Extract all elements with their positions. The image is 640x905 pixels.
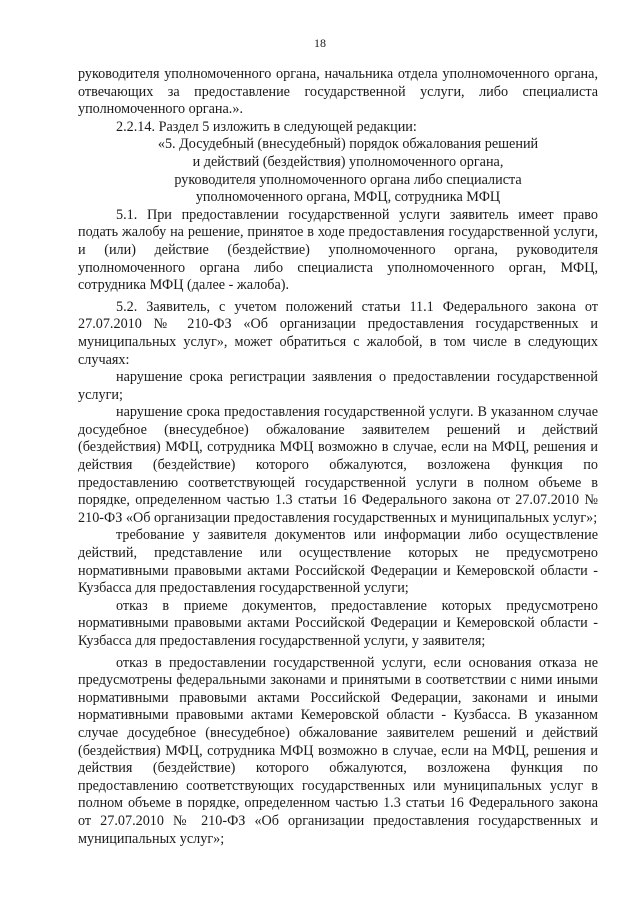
- section-heading: [78, 136, 598, 206]
- list-item-refusal-service: отказ в предоставлении государственной услуги, если основания отказа не предусмотрены федеральными законами и принятыми в соответствии с ними иными нормативными правовыми актами Российской Федерации, законами и иными нормативными правовыми актами Кемеровской области - Кузбасса. В указанном случае досудебное (внесудебное) обжалование заявителем решений и действий (бездействия) МФЦ, сотрудника МФЦ возможно в случае, если на МФЦ, решения и действия (бездействие) которого обжалуются, возложена функция по предоставлению соответствующих государственных или муниципальных услуг в полном объеме в порядке, определенном частью 1.3 статьи 16 Федерального закона от 27.07.2010 № 210-ФЗ «Об организации предоставления государственных и муниципальных услуг»;: [78, 654, 598, 847]
- paragraph-amendment-intro: 2.2.14. Раздел 5 изложить в следующей редакции:: [116, 118, 417, 135]
- section-heading-line: уполномоченного органа, МФЦ, сотрудника МФЦ: [195, 189, 501, 206]
- section-heading-line: «5. Досудебный (внесудебный) порядок обжалования решений: [157, 136, 539, 153]
- document-body: [78, 66, 598, 848]
- paragraph-5-2: 5.2. Заявитель, с учетом положений статьи 11.1 Федерального закона от 27.07.2010 № 210-ФЗ «Об организации предоставления государственных и муниципальных услуг», может обратиться с жалобой, в том числе в следующих случаях:: [78, 298, 598, 368]
- section-heading-line: и действий (бездействия) уполномоченного органа,: [192, 153, 504, 170]
- page-number: 18: [314, 36, 326, 50]
- list-item-refusal-acceptance: отказ в приеме документов, предоставление которых предусмотрено нормативными правовыми актами Российской Федерации и Кемеровской области - Кузбасса для предоставления государственной услуги, у заявителя;: [78, 597, 598, 649]
- list-item-documents-requirement: требование у заявителя документов или информации либо осуществление действий, представление или осуществление которых не предусмотрено нормативными правовыми актами Российской Федерации и Кемеровской области - Кузбасса для предоставления государственной услуги;: [78, 527, 598, 597]
- list-item-registration-deadline: нарушение срока регистрации заявления о предоставлении государственной услуги;: [78, 369, 598, 403]
- paragraph-continuation: руководителя уполномоченного органа, начальника отдела уполномоченного органа, отвечающих за предоставление государственной услуги, либо специалиста уполномоченного органа.».: [78, 66, 598, 118]
- paragraph-5-1: 5.1. При предоставлении государственной услуги заявитель имеет право подать жалобу на решение, принятое в ходе предоставления государственной услуги, и (или) действие (бездействие) уполномоченного органа, руководителя уполномоченного органа либо специалиста уполномоченного орган, МФЦ, сотрудника МФЦ (далее - жалоба).: [78, 206, 598, 294]
- section-heading-line: руководителя уполномоченного органа либо специалиста: [174, 171, 522, 188]
- list-item-service-deadline: нарушение срока предоставления государственной услуги. В указанном случае досудебное (внесудебное) обжалование заявителем решений и действий (бездействия) МФЦ, сотрудника МФЦ возможно в случае, если на МФЦ, решения и действия (бездействие) которого обжалуются, возложена функция по предоставлению соответствующей государственной услуги в полном объеме в порядке, определенном частью 1.3 статьи 16 Федерального закона от 27.07.2010 № 210-ФЗ «Об организации предоставления государственных и муниципальных услуг»;: [78, 404, 598, 526]
